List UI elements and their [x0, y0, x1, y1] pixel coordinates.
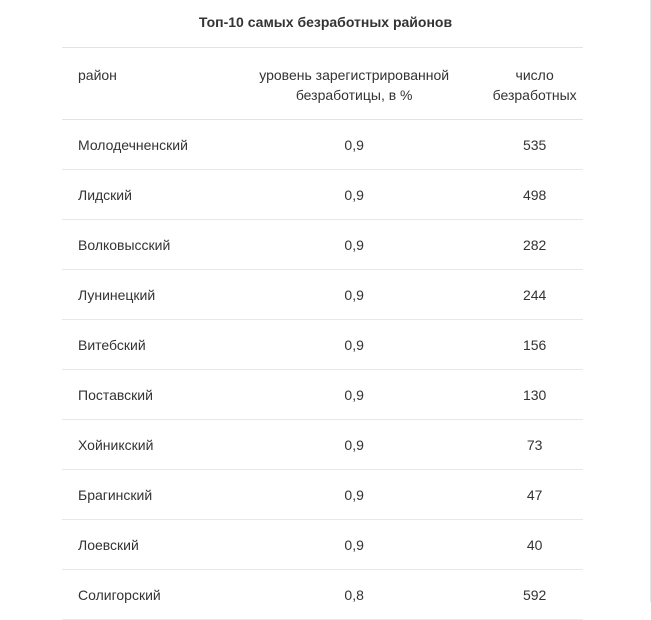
unemployment-table [62, 47, 583, 620]
level-cell: 0,9 [222, 120, 486, 170]
header-row [62, 48, 583, 120]
level-cell: 0,9 [222, 320, 486, 370]
table-body [62, 120, 583, 620]
header-count-line2: безработных [492, 87, 577, 103]
level-cell: 0,9 [222, 470, 486, 520]
table-row [62, 120, 583, 170]
table-row [62, 520, 583, 570]
header-unemployed-count [486, 48, 583, 120]
table-row [62, 170, 583, 220]
district-cell: Молодечненский [62, 120, 222, 170]
district-cell: Волковысский [62, 220, 222, 270]
district-cell: Лунинецкий [62, 270, 222, 320]
level-cell: 0,8 [222, 570, 486, 620]
count-cell: 73 [486, 420, 583, 470]
table-row [62, 470, 583, 520]
count-cell: 244 [486, 270, 583, 320]
district-cell: Лоевский [62, 520, 222, 570]
count-cell: 130 [486, 370, 583, 420]
header-district [62, 48, 222, 120]
district-cell: Поставский [62, 370, 222, 420]
level-cell: 0,9 [222, 220, 486, 270]
header-level-line2: безработицы, в % [295, 87, 413, 103]
table-header [62, 48, 583, 120]
district-cell: Брагинский [62, 470, 222, 520]
count-cell: 47 [486, 470, 583, 520]
district-cell: Витебский [62, 320, 222, 370]
count-cell: 40 [486, 520, 583, 570]
table-title: Топ-10 самых безработных районов [198, 14, 453, 30]
count-cell: 498 [486, 170, 583, 220]
count-cell: 592 [486, 570, 583, 620]
header-unemployment-level [222, 48, 486, 120]
table-row [62, 570, 583, 620]
table-row [62, 220, 583, 270]
district-cell: Хойникский [62, 420, 222, 470]
level-cell: 0,9 [222, 520, 486, 570]
table-row [62, 320, 583, 370]
table-row [62, 370, 583, 420]
header-level-line1: уровень зарегистрированной [259, 67, 450, 83]
count-cell: 282 [486, 220, 583, 270]
table-row [62, 270, 583, 320]
unemployment-table-container [62, 47, 583, 620]
level-cell: 0,9 [222, 270, 486, 320]
header-district-label: район [78, 67, 117, 83]
district-cell: Лидский [62, 170, 222, 220]
table-row [62, 420, 583, 470]
count-cell: 535 [486, 120, 583, 170]
count-cell: 156 [486, 320, 583, 370]
header-count-line1: число [515, 67, 554, 83]
district-cell: Солигорский [62, 570, 222, 620]
level-cell: 0,9 [222, 420, 486, 470]
level-cell: 0,9 [222, 370, 486, 420]
level-cell: 0,9 [222, 170, 486, 220]
